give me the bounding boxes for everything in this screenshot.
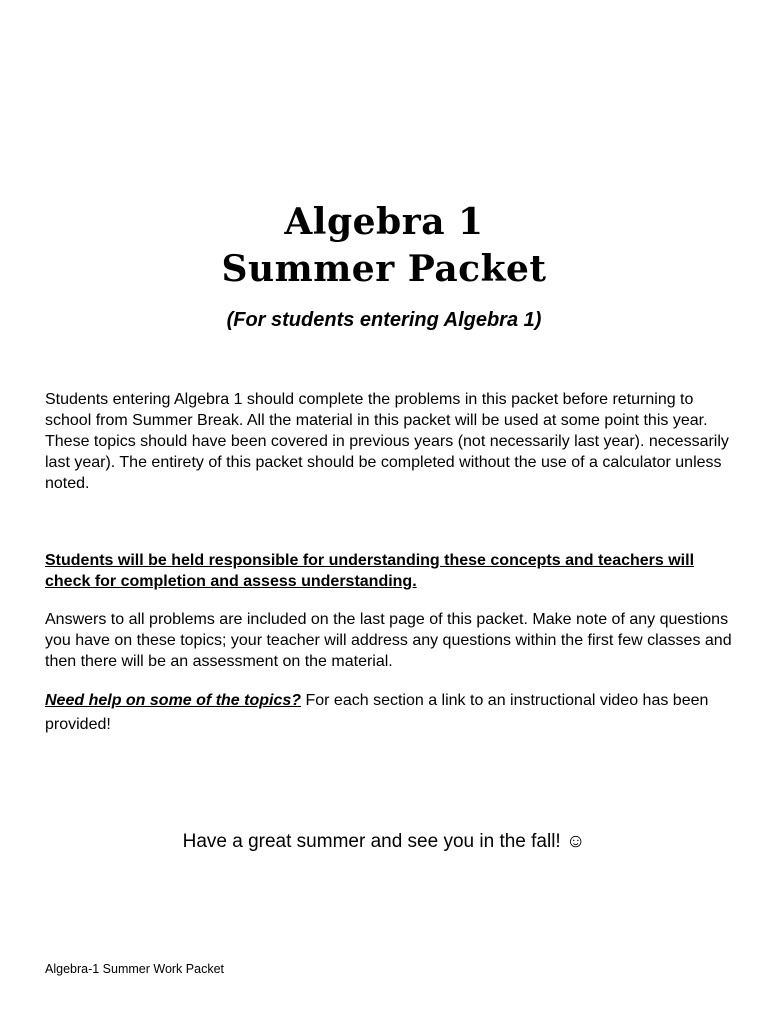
- help-text: For each section a link to an instructional video has been provided!: [45, 692, 709, 733]
- help-paragraph: [45, 689, 735, 737]
- page-subtitle: (For students entering Algebra 1): [226, 309, 542, 331]
- help-lead: Need help on some of the topics?: [45, 692, 302, 709]
- responsibility-notice: Students will be held responsible for understanding these concepts and teachers will check for completion and assess understanding.: [45, 552, 695, 590]
- page-title: Algebra 1: [284, 201, 484, 243]
- intro-paragraph: Students entering Algebra 1 should complete the problems in this packet before returning to school from Summer Break. All the material in this packet will be used at some point this year. These topics should have been covered in previous years (not necessarily last year). necessarily last year). The entirety of this packet should be completed without the use of a calculator unless noted.: [45, 391, 729, 492]
- closing-message: Have a great summer and see you in the fall! ☺: [182, 831, 586, 852]
- answers-paragraph: Answers to all problems are included on the last page of this packet. Make note of any questions you have on these topics; your teacher will address any questions within the first few classes and then there will be an assessment on the material.: [45, 611, 732, 670]
- page-footer: Algebra-1 Summer Work Packet: [45, 962, 224, 976]
- page-title-secondary: Summer Packet: [221, 248, 547, 290]
